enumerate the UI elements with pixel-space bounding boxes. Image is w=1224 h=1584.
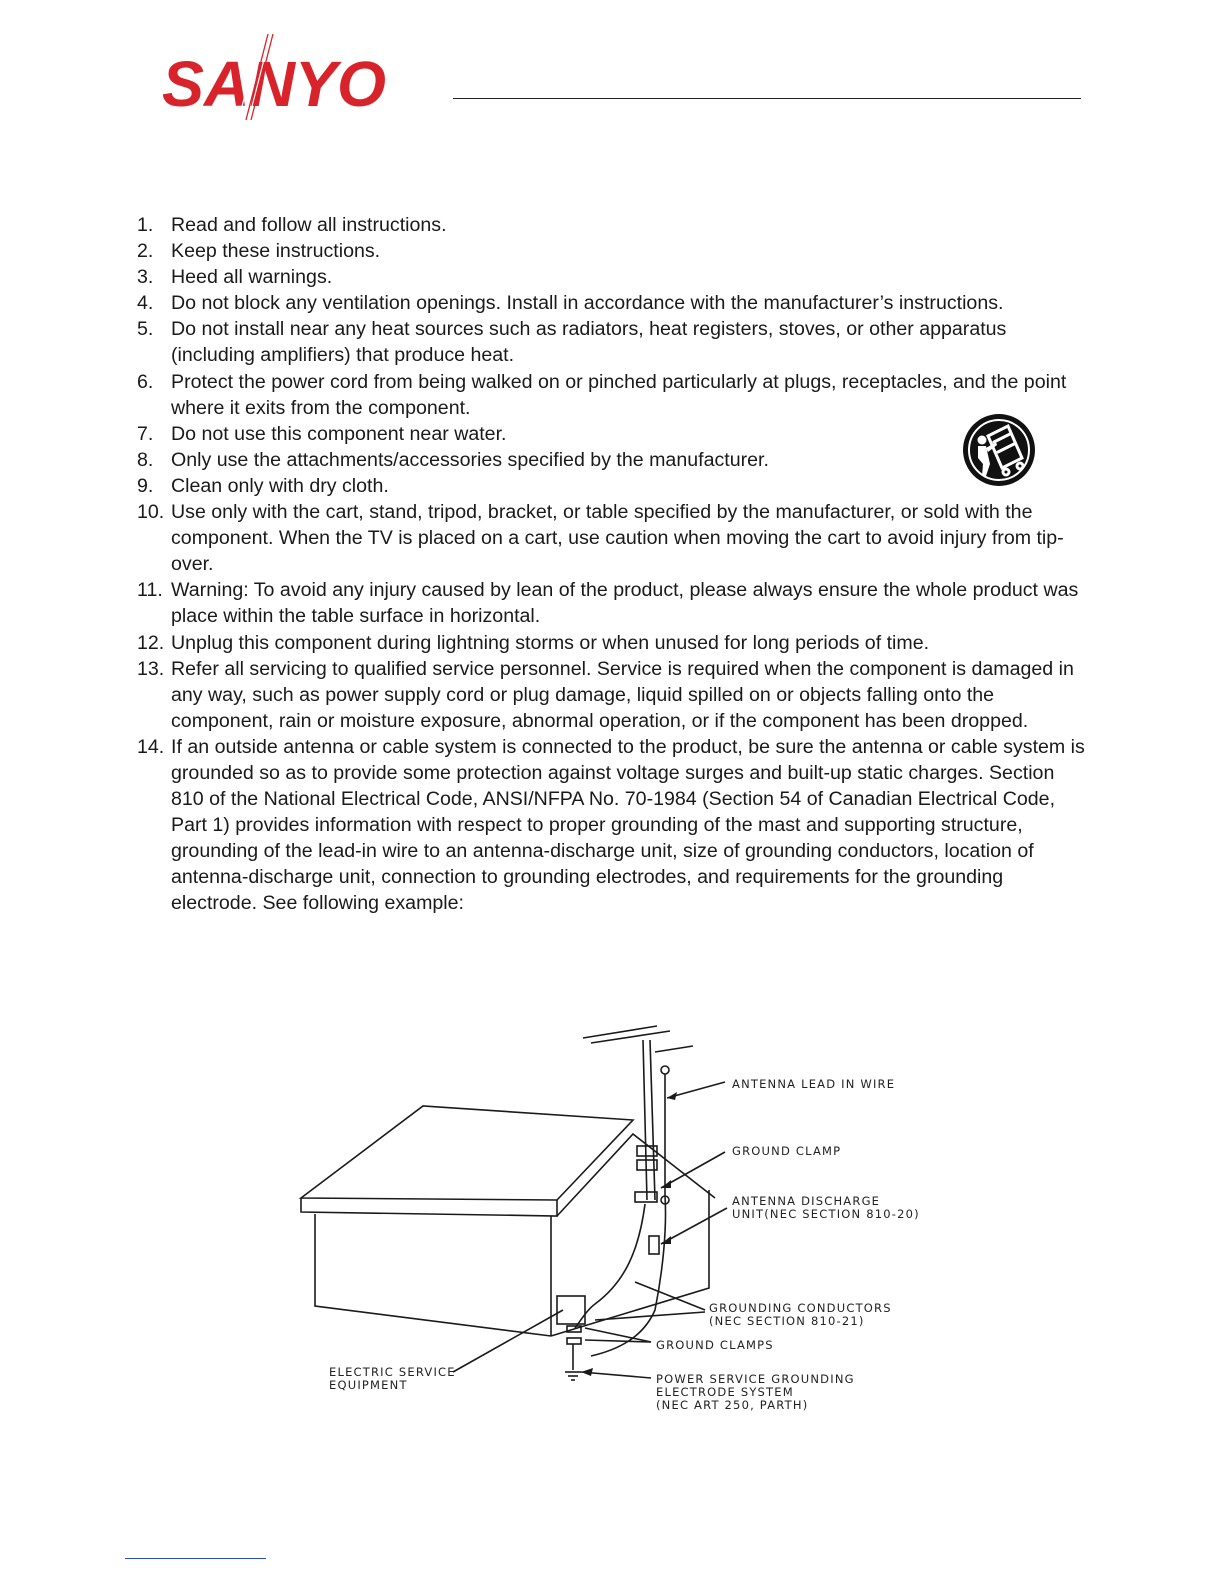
label-conductors-1: GROUNDING CONDUCTORS: [709, 1301, 892, 1315]
list-item: [137, 316, 1087, 368]
item-text: If an outside antenna or cable system is connected to the product, be sure the antenna or cable system is grounded so as to provide some protection against voltage surges and built-up static charges. Section 810 of the National Electrical Code, ANSI/NFPA No. 70-1984 (Section 54 of Canadian Electrical Code, Part 1) provides information with respect to proper grounding of the mast and supporting structure, grounding of the lead-in wire to an antenna-discharge unit, size of grounding conductors, location of antenna-discharge unit, connection to grounding electrodes, and requirements for the grounding electrode. See following example:: [171, 735, 1085, 915]
label-power-1: POWER SERVICE GROUNDING: [656, 1372, 855, 1386]
list-item: [137, 421, 1087, 447]
item-number: 6.: [137, 370, 154, 393]
item-text: Warning: To avoid any injury caused by lean of the product, please always ensure the whole product was place within the table surface in horizontal.: [171, 579, 1079, 628]
item-text: Do not use this component near water.: [171, 422, 507, 445]
item-number: 1.: [137, 214, 154, 236]
item-number: 4.: [137, 292, 154, 315]
item-text: Read and follow all instructions.: [171, 214, 447, 236]
antenna-grounding-diagram: [295, 1020, 935, 1420]
item-number: 14.: [137, 735, 165, 758]
label-ground-clamps: GROUND CLAMPS: [656, 1338, 774, 1352]
list-item: [137, 499, 1087, 577]
item-number: 8.: [137, 448, 154, 471]
label-antenna-lead: ANTENNA LEAD IN WIRE: [732, 1077, 896, 1091]
list-item: [137, 238, 1087, 264]
item-text: Do not block any ventilation openings. Install in accordance with the manufacturer’s instructions.: [171, 292, 1004, 315]
cart-tip-over-warning-icon: [960, 412, 1038, 490]
label-electric-2: EQUIPMENT: [329, 1378, 408, 1392]
item-number: 2.: [137, 240, 154, 263]
item-text: Protect the power cord from being walked on or pinched particularly at plugs, receptacles, and the point where it exits from the component.: [171, 370, 1067, 419]
label-discharge-2: UNIT(NEC SECTION 810-20): [732, 1207, 920, 1221]
list-item: [137, 630, 1087, 656]
safety-instructions-list: [137, 212, 1087, 917]
list-item: [137, 447, 1087, 473]
item-text: Use only with the cart, stand, tripod, bracket, or table specified by the manufacturer, or sold with the component. When the TV is placed on a cart, use caution when moving the cart to avoid injury from tip-over.: [171, 501, 1064, 576]
label-power-2: ELECTRODE SYSTEM: [656, 1385, 794, 1399]
list-item: [137, 656, 1087, 734]
label-electric-1: ELECTRIC SERVICE: [329, 1365, 456, 1379]
list-item: [137, 212, 1087, 238]
item-text: Unplug this component during lightning storms or when unused for long periods of time.: [171, 631, 930, 654]
list-item: [137, 369, 1087, 421]
item-number: 9.: [137, 474, 154, 497]
item-number: 13.: [137, 657, 165, 680]
item-number: 3.: [137, 266, 154, 289]
item-text: Clean only with dry cloth.: [171, 474, 389, 497]
item-number: 5.: [137, 318, 154, 341]
item-number: 10.: [137, 501, 165, 524]
list-item: [137, 577, 1087, 629]
item-text: Refer all servicing to qualified service personnel. Service is required when the component is damaged in any way, such as power supply cord or plug damage, liquid spilled on or objects falling onto the component, rain or moisture exposure, abnormal operation, or if the component has been dropped.: [171, 657, 1074, 732]
sanyo-logo: [160, 34, 395, 124]
item-text: Do not install near any heat sources such as radiators, heat registers, stoves, or other apparatus (including amplifiers) that produce heat.: [171, 318, 1007, 367]
brand-logo-text: SANYO: [162, 48, 386, 120]
list-item: [137, 734, 1087, 917]
item-number: 12.: [137, 631, 165, 654]
label-power-3: (NEC ART 250, PARTH): [656, 1398, 809, 1412]
list-item: [137, 473, 1087, 499]
item-text: Only use the attachments/accessories specified by the manufacturer.: [171, 448, 769, 471]
list-item: [137, 264, 1087, 290]
header-rule: [453, 98, 1081, 99]
label-ground-clamp: GROUND CLAMP: [732, 1144, 842, 1158]
label-discharge-1: ANTENNA DISCHARGE: [732, 1194, 881, 1208]
list-item: [137, 290, 1087, 316]
footer-link-underline: [125, 1558, 266, 1559]
item-number: 11.: [137, 579, 163, 602]
label-conductors-2: (NEC SECTION 810-21): [709, 1314, 865, 1328]
item-text: Keep these instructions.: [171, 240, 381, 263]
item-text: Heed all warnings.: [171, 266, 333, 289]
item-number: 7.: [137, 422, 154, 445]
